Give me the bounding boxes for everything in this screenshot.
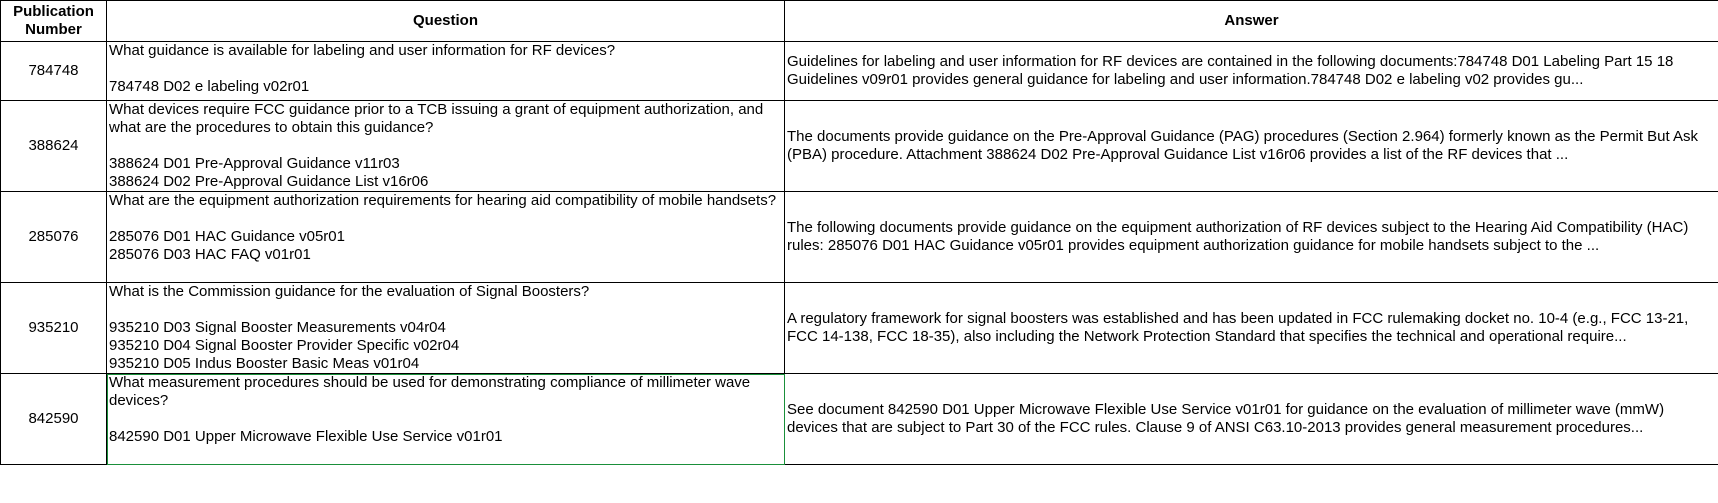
question-text: What measurement procedures should be used for demonstrating compliance of millimeter wave devices? [109, 374, 751, 409]
answer-cell[interactable]: The documents provide guidance on the Pre-Approval Guidance (PAG) procedures (Section 2.964) formerly known as the Permit But Ask (PBA) procedure. Attachment 388624 D02 Pre-Approval Guidance List v16r06 provides a list of the RF devices that ... [785, 101, 1718, 192]
table-row [1, 192, 1718, 283]
question-text: What guidance is available for labeling and user information for RF devices? [109, 42, 616, 59]
question-text: What are the equipment authorization requirements for hearing aid compatibility of mobile handsets? [109, 192, 777, 209]
question-cell[interactable] [107, 192, 785, 283]
question-text: What is the Commission guidance for the evaluation of Signal Boosters? [109, 283, 590, 300]
publication-number-cell[interactable]: 388624 [1, 101, 107, 192]
header-question[interactable]: Question [107, 1, 785, 42]
table-row [1, 374, 1718, 465]
table-row [1, 283, 1718, 374]
question-text: What devices require FCC guidance prior to a TCB issuing a grant of equipment authorization, and what are the procedures to obtain this guidance? [109, 101, 764, 136]
header-answer[interactable]: Answer [785, 1, 1718, 42]
header-row [1, 1, 1718, 42]
publication-number-cell[interactable]: 935210 [1, 283, 107, 374]
question-cell[interactable] [107, 101, 785, 192]
publication-number-cell[interactable]: 285076 [1, 192, 107, 283]
question-documents: 842590 D01 Upper Microwave Flexible Use Service v01r01 [109, 428, 503, 445]
publication-number-cell[interactable]: 784748 [1, 42, 107, 101]
answer-cell[interactable]: A regulatory framework for signal boosters was established and has been updated in FCC rulemaking docket no. 10-4 (e.g., FCC 13-21, FCC 14-138, FCC 18-35), also including the Network Protection Standard that specifies the technical and operational require... [785, 283, 1718, 374]
table-row [1, 101, 1718, 192]
answer-cell[interactable]: Guidelines for labeling and user information for RF devices are contained in the following documents:784748 D01 Labeling Part 15 18 Guidelines v09r01 provides general guidance for labeling and user information.784748 D02 e labeling v02 provides gu... [785, 42, 1718, 101]
table-row [1, 42, 1718, 101]
question-cell[interactable] [107, 283, 785, 374]
question-documents: 285076 D01 HAC Guidance v05r01 285076 D03 HAC FAQ v01r01 [109, 228, 345, 263]
question-cell[interactable] [107, 374, 785, 465]
header-publication-number[interactable]: Publication Number [1, 1, 107, 42]
answer-cell[interactable]: See document 842590 D01 Upper Microwave Flexible Use Service v01r01 for guidance on the evaluation of millimeter wave (mmW) devices that are subject to Part 30 of the FCC rules. Clause 9 of ANSI C63.10-2013 provides general measurement procedures... [785, 374, 1718, 465]
answer-cell[interactable]: The following documents provide guidance on the equipment authorization of RF devices subject to the Hearing Aid Compatibility (HAC) rules: 285076 D01 HAC Guidance v05r01 provides equipment authorization guidance for mobile handsets subject to the ... [785, 192, 1718, 283]
publication-number-cell[interactable]: 842590 [1, 374, 107, 465]
question-documents: 388624 D01 Pre-Approval Guidance v11r03 388624 D02 Pre-Approval Guidance List v16r06 [109, 155, 429, 190]
question-documents: 784748 D02 e labeling v02r01 [109, 78, 310, 95]
question-cell[interactable] [107, 42, 785, 101]
question-documents: 935210 D03 Signal Booster Measurements v04r04 935210 D04 Signal Booster Provider Specific v02r04 935210 D05 Indus Booster Basic Meas v01r04 [109, 319, 460, 372]
